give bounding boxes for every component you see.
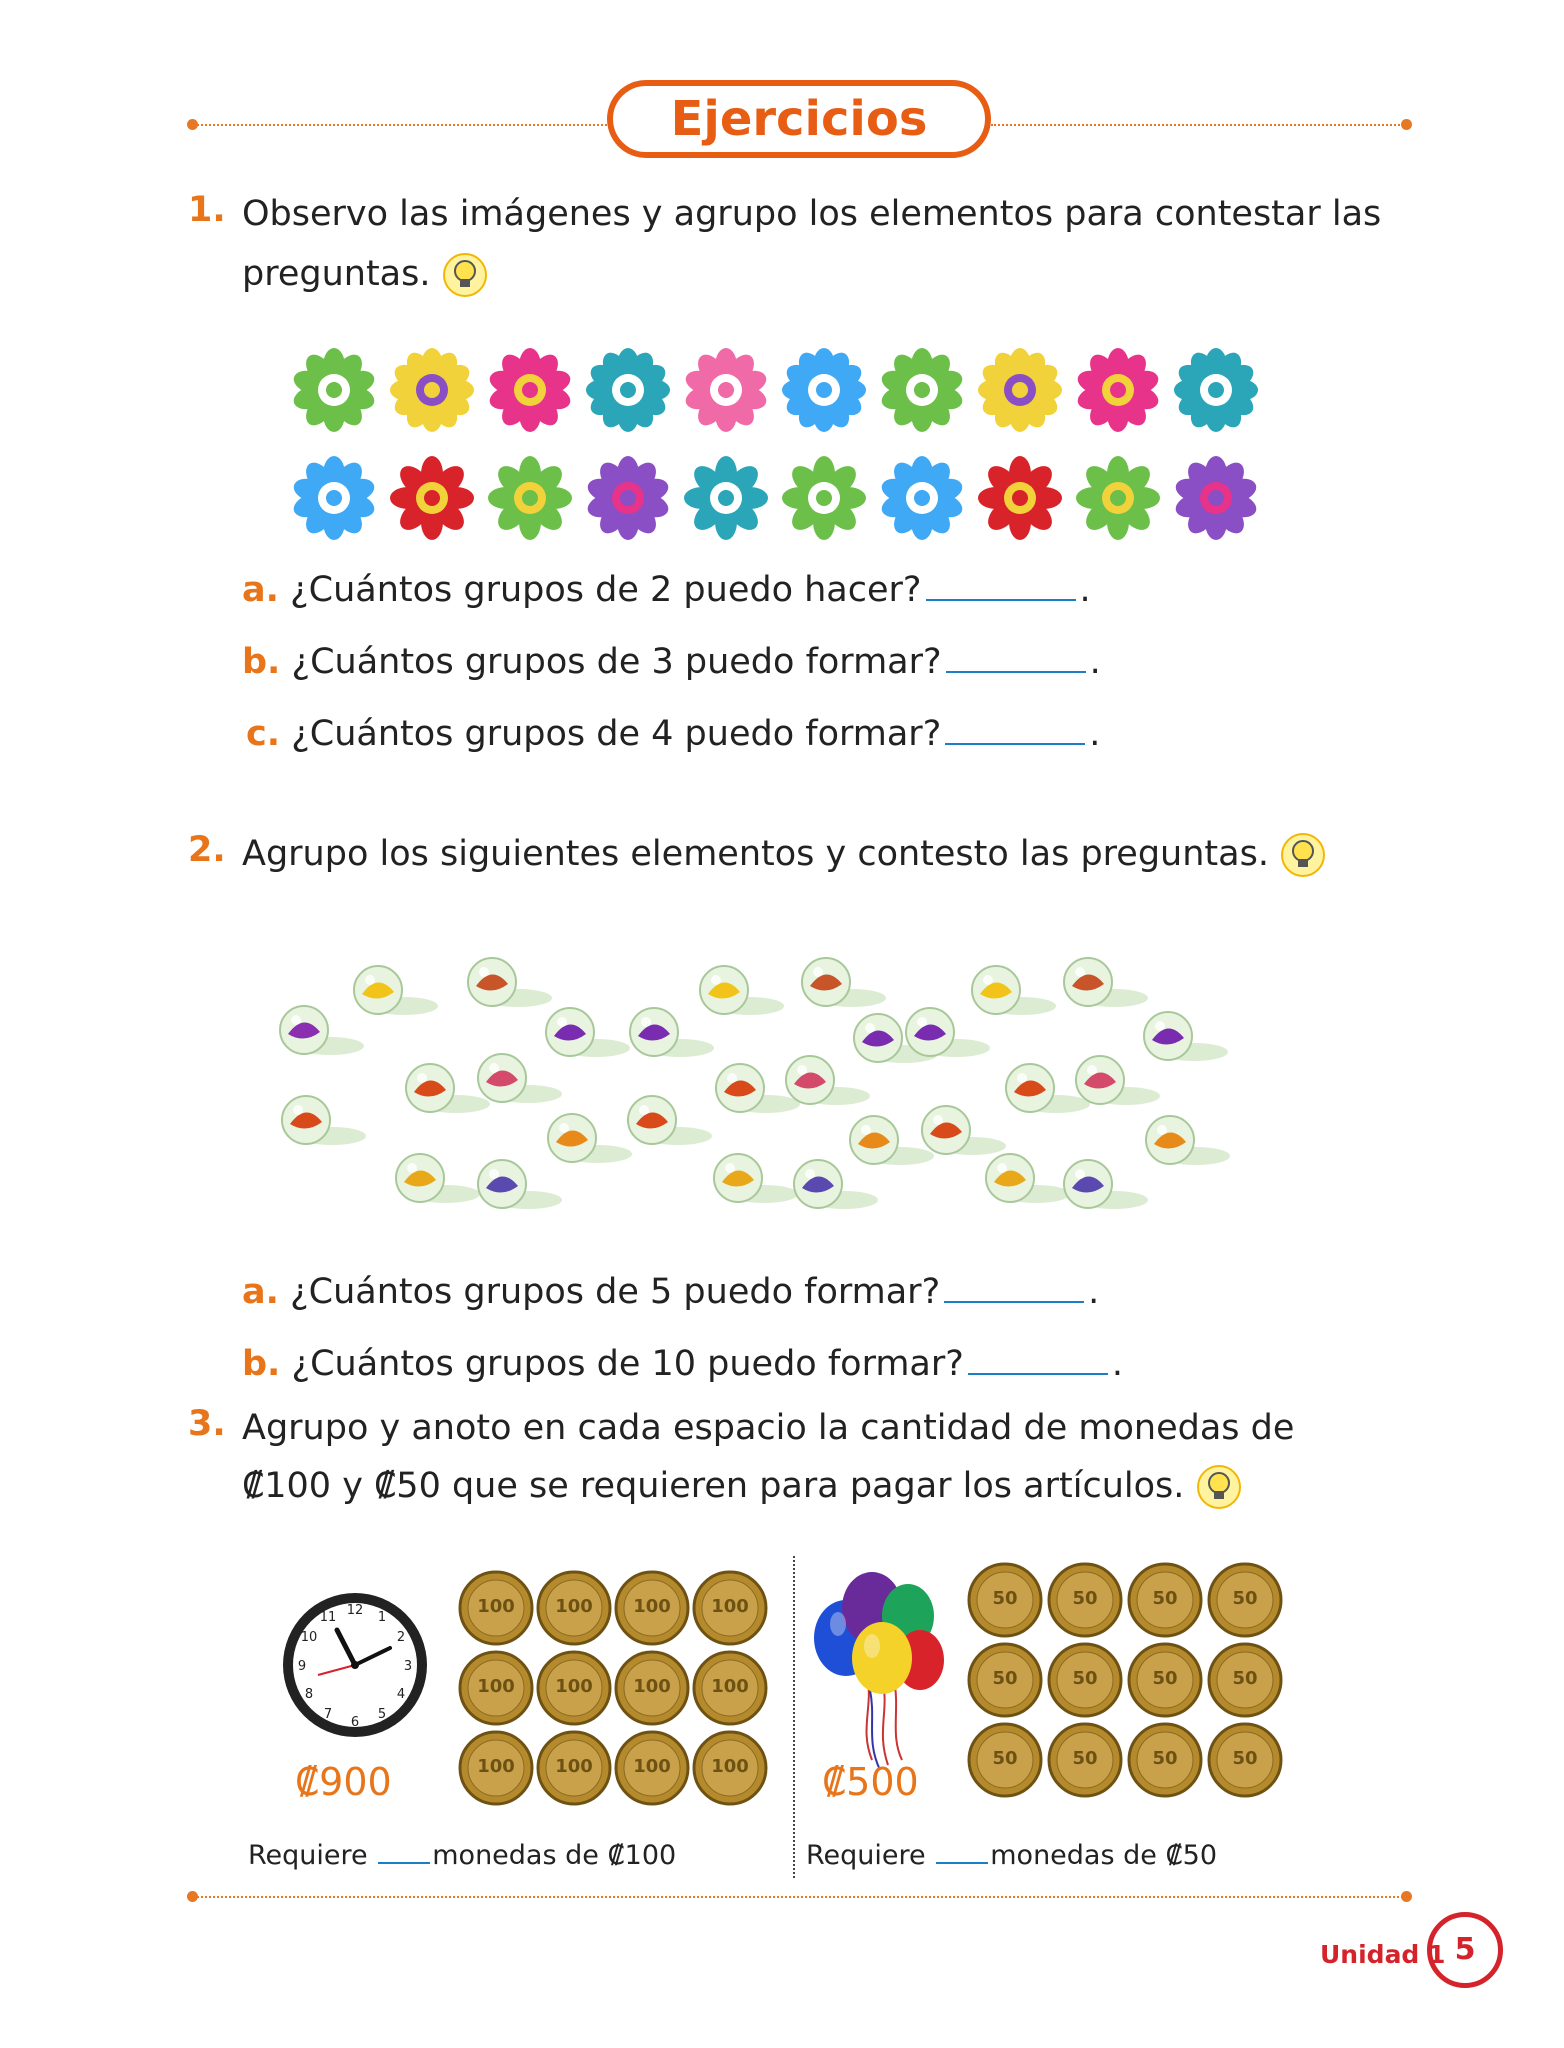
flower-icon [1075,348,1162,432]
svg-text:3: 3 [403,1659,413,1674]
q1-number: 1. [188,190,226,230]
q1-text-line1: Observo las imágenes y agrupo los elementos para contestar las [242,194,1382,234]
requirement-50 [806,1840,1217,1871]
coin-icon [1129,1724,1201,1796]
answer-blank[interactable] [945,742,1085,745]
coin-icon [969,1644,1041,1716]
svg-text:6: 6 [350,1715,360,1730]
marble-icon [986,1154,1070,1203]
svg-text:100: 100 [477,1596,515,1617]
marbles-illustration [270,940,1300,1220]
coin-icon [538,1732,610,1804]
svg-text:100: 100 [711,1596,749,1617]
flower-icon [586,348,670,432]
marble-icon [786,1056,870,1105]
marble-icon [700,966,784,1015]
q1-sub-b: b. ¿Cuántos grupos de 3 puedo formar? . [242,642,1101,682]
svg-text:50: 50 [1152,1668,1178,1689]
coin-icon [1129,1564,1201,1636]
lightbulb-icon [1280,832,1326,878]
q3-number: 3. [188,1404,226,1444]
marble-icon [396,1154,480,1203]
coins-50-group [965,1560,1285,1810]
clock-price: ₡900 [295,1760,392,1804]
svg-text:50: 50 [1232,1748,1258,1769]
coin-icon [538,1572,610,1644]
flower-icon [1076,456,1160,540]
lightbulb-icon [442,252,488,298]
flower-icon [978,348,1062,432]
column-divider [793,1556,795,1878]
q2-text: Agrupo los siguientes elementos y contesto las preguntas. [242,834,1269,874]
svg-text:7: 7 [323,1707,333,1722]
coins-100-group [458,1570,768,1810]
svg-text:11: 11 [319,1610,337,1625]
flower-icon [585,456,672,540]
answer-blank[interactable] [378,1862,430,1864]
q2-sub-a: a. ¿Cuántos grupos de 5 puedo formar? . [242,1272,1100,1312]
flower-icon [684,456,768,540]
marble-icon [906,1008,990,1057]
balloons-icon [810,1560,945,1780]
coin-icon [1209,1724,1281,1796]
requirement-50-unit: monedas de ₡50 [990,1840,1217,1871]
coin-icon [969,1724,1041,1796]
marble-icon [478,1054,562,1103]
flower-icon [782,456,866,540]
flower-icon [879,348,966,432]
answer-blank[interactable] [944,1300,1084,1303]
footer-rule [192,1896,1407,1898]
q1-sub-b-text: ¿Cuántos grupos de 3 puedo formar? [291,642,942,682]
flower-icon [879,456,966,540]
svg-text:100: 100 [555,1756,593,1777]
flower-icon [1173,456,1260,540]
svg-text:100: 100 [555,1676,593,1697]
svg-text:50: 50 [1072,1588,1098,1609]
q2-sub-a-letter: a. [242,1272,279,1312]
lightbulb-icon [1196,1464,1242,1510]
header-dot-right [1401,119,1412,130]
marble-icon [282,1096,366,1145]
marble-icon [354,966,438,1015]
coin-icon [694,1572,766,1644]
svg-text:12: 12 [346,1603,364,1618]
flowers-illustration [290,338,1270,548]
requirement-50-label: Requiere [806,1840,926,1871]
footer-dot-right [1401,1891,1412,1902]
coin-icon [616,1572,688,1644]
svg-text:10: 10 [300,1630,318,1645]
flower-icon [488,456,572,540]
flower-icon [782,348,866,432]
flower-icon [487,348,574,432]
answer-blank[interactable] [926,598,1076,601]
q1-sub-c-letter: c. [246,714,281,754]
svg-text:50: 50 [992,1668,1018,1689]
marble-icon [922,1106,1006,1155]
coin-icon [694,1652,766,1724]
flower-icon [291,348,378,432]
q2-sub-b-text: ¿Cuántos grupos de 10 puedo formar? [291,1344,964,1384]
footer-dot-left [187,1891,198,1902]
requirement-100-unit: monedas de ₡100 [432,1840,677,1871]
marble-icon [280,1006,364,1055]
page-number: 5 [1427,1912,1503,1988]
svg-text:100: 100 [477,1676,515,1697]
q1-sub-a-text: ¿Cuántos grupos de 2 puedo hacer? [290,570,922,610]
svg-text:100: 100 [633,1676,671,1697]
clock-icon [280,1590,430,1740]
coin-icon [460,1732,532,1804]
q3-text-line1: Agrupo y anoto en cada espacio la cantidad de monedas de [242,1408,1295,1448]
svg-text:50: 50 [1072,1668,1098,1689]
requirement-100-label: Requiere [248,1840,368,1871]
q1-sub-c: c. ¿Cuántos grupos de 4 puedo formar? . [246,714,1101,754]
svg-text:4: 4 [396,1687,406,1702]
coin-icon [969,1564,1041,1636]
flower-icon [1174,348,1258,432]
svg-text:50: 50 [992,1588,1018,1609]
q1-sub-b-letter: b. [242,642,281,682]
q2-number: 2. [188,830,226,870]
q1-text-line2-wrap [242,244,488,304]
svg-text:5: 5 [377,1707,387,1722]
marble-icon [1076,1056,1160,1105]
marble-icon [1064,1160,1148,1209]
coin-icon [460,1652,532,1724]
coin-icon [1049,1724,1121,1796]
marble-icon [628,1096,712,1145]
header-dot-left [187,119,198,130]
coin-icon [1209,1644,1281,1716]
q2-text-wrap [242,824,1326,884]
marble-icon [802,958,886,1007]
marble-icon [630,1008,714,1057]
marble-icon [1144,1012,1228,1061]
flower-icon [291,456,378,540]
svg-text:8: 8 [304,1687,314,1702]
requirement-100 [248,1840,676,1871]
svg-text:100: 100 [477,1756,515,1777]
flower-icon [978,456,1062,540]
svg-text:100: 100 [633,1596,671,1617]
header-rule-left [192,124,607,126]
svg-text:100: 100 [711,1756,749,1777]
svg-text:50: 50 [1152,1588,1178,1609]
header-rule-right [991,124,1407,126]
answer-blank[interactable] [936,1862,988,1864]
coin-icon [1049,1564,1121,1636]
svg-text:50: 50 [1232,1668,1258,1689]
marble-icon [478,1160,562,1209]
svg-text:9: 9 [297,1659,307,1674]
marble-icon [714,1154,798,1203]
svg-text:50: 50 [1232,1588,1258,1609]
coin-icon [1049,1644,1121,1716]
q1-text-line2: preguntas. [242,254,431,294]
unit-label: Unidad 1 [1320,1940,1446,1969]
page-title: Ejercicios [607,80,991,158]
balloons-price: ₡500 [822,1760,919,1804]
q1-sub-c-text: ¿Cuántos grupos de 4 puedo formar? [291,714,942,754]
svg-text:50: 50 [992,1748,1018,1769]
answer-blank[interactable] [968,1372,1108,1375]
marble-icon [548,1114,632,1163]
q3-text-line2: ₡100 y ₡50 que se requieren para pagar los artículos. [242,1466,1185,1506]
marble-icon [1064,958,1148,1007]
marble-icon [468,958,552,1007]
coin-icon [538,1652,610,1724]
marble-icon [972,966,1056,1015]
answer-blank[interactable] [946,670,1086,673]
coin-icon [694,1732,766,1804]
coin-icon [1209,1564,1281,1636]
coin-icon [616,1732,688,1804]
svg-text:100: 100 [711,1676,749,1697]
q2-sub-b: b. ¿Cuántos grupos de 10 puedo formar? . [242,1344,1123,1384]
svg-text:50: 50 [1072,1748,1098,1769]
q2-sub-a-text: ¿Cuántos grupos de 5 puedo formar? [290,1272,941,1312]
q1-sub-a-letter: a. [242,570,279,610]
coin-icon [616,1652,688,1724]
svg-text:100: 100 [633,1756,671,1777]
coin-icon [1129,1644,1201,1716]
q1-sub-a: a. ¿Cuántos grupos de 2 puedo hacer? . [242,570,1091,610]
svg-text:100: 100 [555,1596,593,1617]
flower-icon [683,348,770,432]
q3-text-line2-wrap [242,1456,1242,1516]
coin-icon [460,1572,532,1644]
marble-icon [794,1160,878,1209]
marble-icon [546,1008,630,1057]
marble-icon [1146,1116,1230,1165]
marble-icon [406,1064,490,1113]
svg-text:2: 2 [396,1630,406,1645]
marble-icon [850,1116,934,1165]
flower-icon [390,456,474,540]
svg-text:1: 1 [377,1610,387,1625]
q2-sub-b-letter: b. [242,1344,281,1384]
flower-icon [390,348,474,432]
svg-text:50: 50 [1152,1748,1178,1769]
